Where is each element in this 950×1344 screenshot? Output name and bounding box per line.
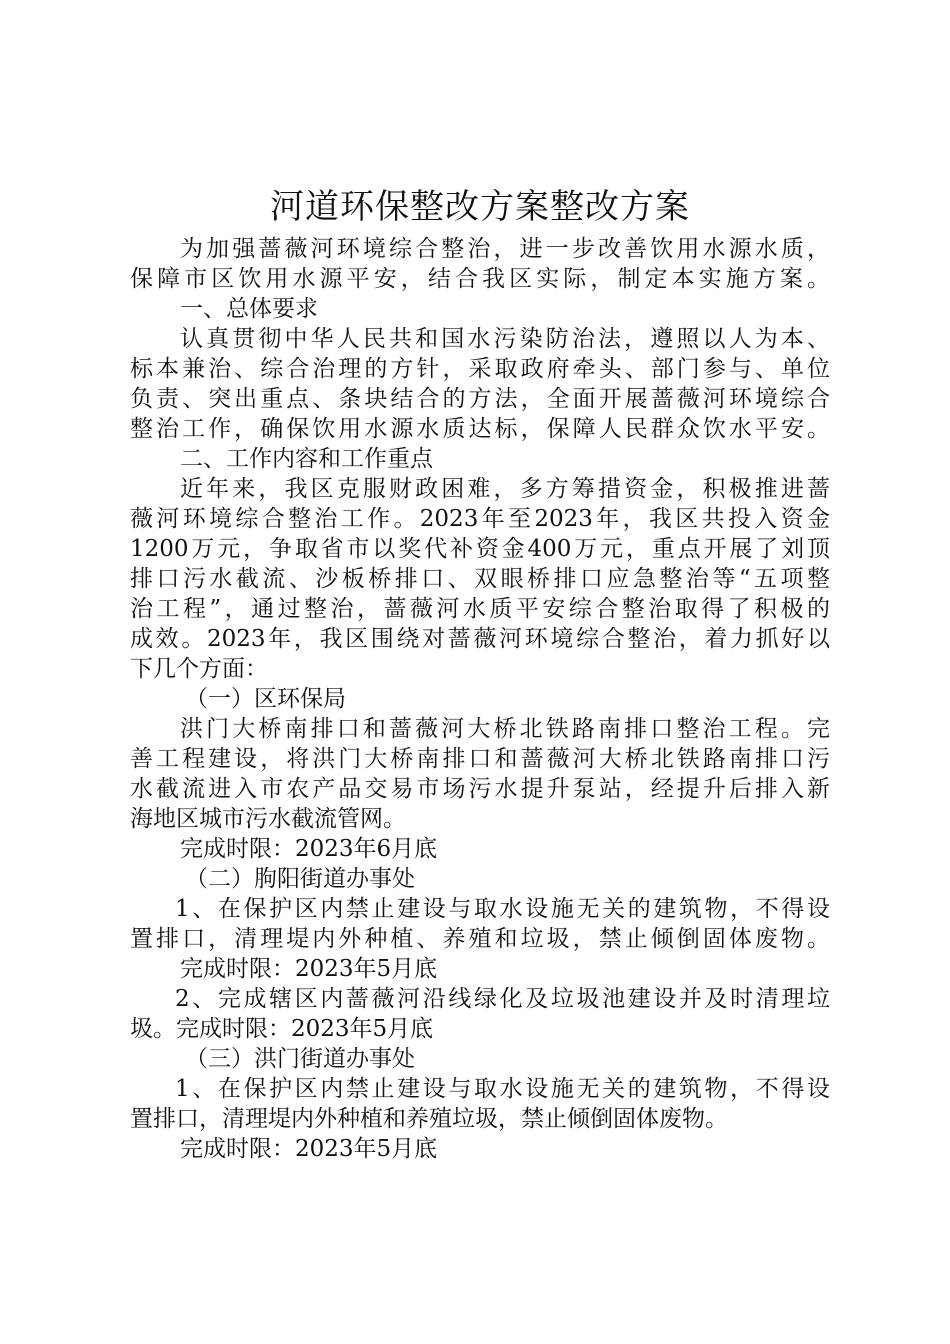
paragraph-line: 治工程”，通过整治，蔷薇河水质平安综合整治取得了积极的 xyxy=(130,596,830,622)
paragraph-line: 标本兼治、综合治理的方针，采取政府牵头、部门参与、单位 xyxy=(130,356,830,382)
paragraph-line: 近年来，我区克服财政困难，多方筹措资金，积极推进蔷 xyxy=(180,476,830,502)
paragraph-line: 成效。2023年，我区围绕对蔷薇河环境综合整治，着力抓好以 xyxy=(130,626,830,652)
paragraph-line: 置排口，清理堤内外种植和养殖垃圾，禁止倾倒固体废物。 xyxy=(130,1106,728,1132)
subsection-heading: （三）洪门街道办事处 xyxy=(185,1046,415,1072)
subsection-heading: （二）朐阳街道办事处 xyxy=(185,866,415,892)
paragraph-line: 1、在保护区内禁止建设与取水设施无关的建筑物，不得设 xyxy=(175,896,830,922)
paragraph-line: 保障市区饮用水源平安，结合我区实际，制定本实施方案。 xyxy=(130,266,830,292)
paragraph-line: 海地区城市污水截流管网。 xyxy=(130,806,406,832)
paragraph-line: 置排口，清理堤内外种植、养殖和垃圾，禁止倾倒固体废物。 xyxy=(130,926,830,952)
section-heading: 一、总体要求 xyxy=(180,296,318,322)
paragraph-line: 善工程建设，将洪门大桥南排口和蔷薇河大桥北铁路南排口污 xyxy=(130,746,830,772)
section-heading: 二、工作内容和工作重点 xyxy=(180,446,433,472)
paragraph-line: 1、在保护区内禁止建设与取水设施无关的建筑物，不得设 xyxy=(175,1076,830,1102)
deadline-line: 完成时限：2023年6月底 xyxy=(180,836,438,862)
document-title: 河道环保整改方案整改方案 xyxy=(270,187,690,227)
paragraph-line: 为加强蔷薇河环境综合整治，进一步改善饮用水源水质， xyxy=(180,236,830,262)
subsection-heading: （一）区环保局 xyxy=(185,686,346,712)
paragraph-line: 认真贯彻中华人民共和国水污染防治法，遵照以人为本、 xyxy=(180,326,830,352)
paragraph-line: 整治工作，确保饮用水源水质达标，保障人民群众饮水平安。 xyxy=(130,416,830,442)
paragraph-line: 2、完成辖区内蔷薇河沿线绿化及垃圾池建设并及时清理垃 xyxy=(175,986,830,1012)
paragraph-line: 薇河环境综合整治工作。2023年至2023年，我区共投入资金 xyxy=(130,506,830,532)
paragraph-line: 负责、突出重点、条块结合的方法，全面开展蔷薇河环境综合 xyxy=(130,386,830,412)
deadline-line: 完成时限：2023年5月底 xyxy=(180,956,438,982)
paragraph-line: 排口污水截流、沙板桥排口、双眼桥排口应急整治等“五项整 xyxy=(130,566,830,592)
paragraph-line: 洪门大桥南排口和蔷薇河大桥北铁路南排口整治工程。完 xyxy=(180,716,830,742)
paragraph-line: 下几个方面： xyxy=(130,656,268,682)
paragraph-line: 1200万元，争取省市以奖代补资金400万元，重点开展了刘顶 xyxy=(130,536,830,562)
document-page xyxy=(130,182,830,1164)
paragraph-line: 圾。完成时限：2023年5月底 xyxy=(130,1016,434,1042)
paragraph-line: 水截流进入市农产品交易市场污水提升泵站，经提升后排入新 xyxy=(130,776,830,802)
deadline-line: 完成时限：2023年5月底 xyxy=(180,1136,438,1162)
